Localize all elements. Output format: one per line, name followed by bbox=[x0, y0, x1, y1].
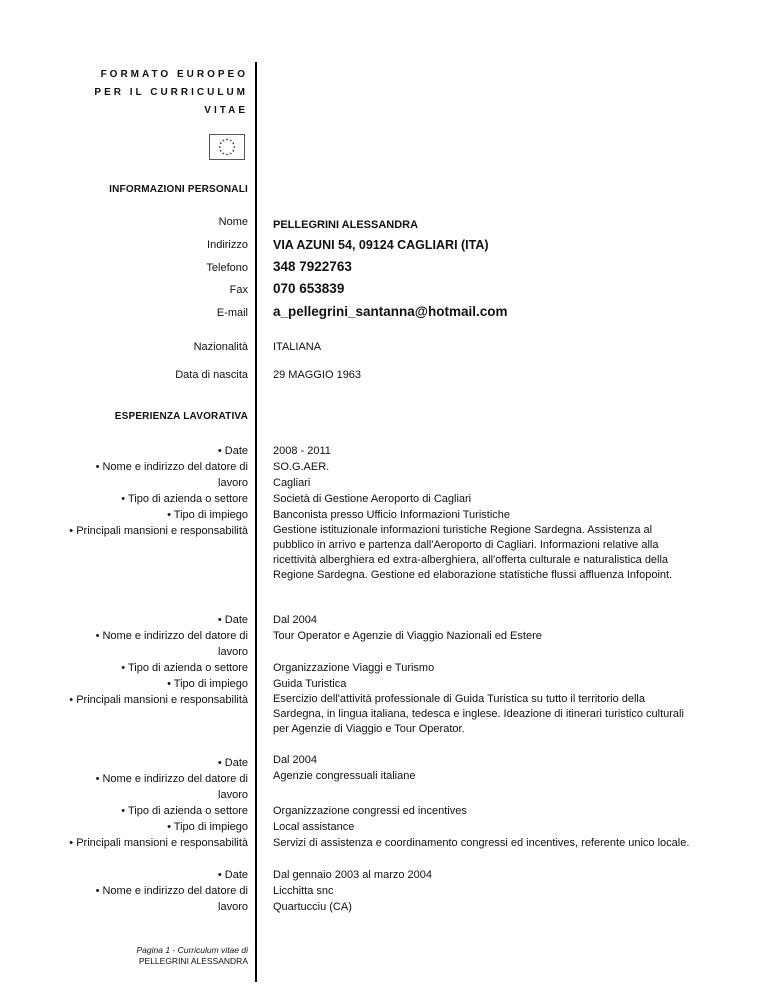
name-label: Nome bbox=[218, 216, 248, 228]
entry-3-labels bbox=[48, 755, 248, 851]
entry-date: Dal gennaio 2003 al marzo 2004 bbox=[273, 869, 433, 881]
sector-label: • Tipo di azienda o settore bbox=[121, 805, 248, 817]
email-label: E-mail bbox=[216, 307, 248, 319]
footer-name: PELLEGRINI ALESSANDRA bbox=[138, 956, 248, 966]
date-label: • Date bbox=[217, 614, 248, 626]
date-label: • Date bbox=[217, 869, 248, 881]
duties-label: • Principali mansioni e responsabilità bbox=[69, 837, 248, 849]
entry-1-labels bbox=[48, 443, 248, 539]
date-label: • Date bbox=[217, 445, 248, 457]
fax-value: 070 653839 bbox=[273, 281, 345, 296]
title-line-2: PER IL CURRICULUM bbox=[94, 87, 248, 98]
phone-label: Telefono bbox=[206, 262, 248, 274]
personal-info-heading: INFORMAZIONI PERSONALI bbox=[109, 184, 248, 195]
entry-sector: Organizzazione congressi ed incentives bbox=[273, 805, 467, 817]
cv-title bbox=[94, 66, 248, 120]
eu-stars-icon bbox=[210, 135, 244, 159]
name-value: PELLEGRINI ALESSANDRA bbox=[273, 219, 419, 231]
entry-sector: Organizzazione Viaggi e Turismo bbox=[273, 662, 435, 674]
entry-4-labels bbox=[48, 867, 248, 915]
email-value: a_pellegrini_santanna@hotmail.com bbox=[273, 304, 508, 319]
employer-label-cont: lavoro bbox=[218, 646, 248, 658]
job-type-label: • Tipo di impiego bbox=[167, 821, 248, 833]
employer-label-cont: lavoro bbox=[218, 477, 248, 489]
work-experience-heading: ESPERIENZA LAVORATIVA bbox=[114, 411, 248, 422]
spacer bbox=[273, 784, 693, 803]
employer-label: • Nome e indirizzo del datore di bbox=[95, 773, 248, 785]
entry-duties: Gestione istituzionale informazioni turistiche Regione Sardegna. Assistenza al pubblico in arrivo e partenza dall'Aeroporto di Cagliari. Informazioni relative alla ricettività alberghiera ed extra-alberghiera, all'offerta culturale e naturalistica della Regione Sardegna. Gestione ed elaborazione statistiche flussi affluenza Infopoint. bbox=[273, 524, 673, 581]
duties-label: • Principali mansioni e responsabilità bbox=[69, 694, 248, 706]
entry-2-labels bbox=[48, 612, 248, 708]
spacer bbox=[273, 644, 693, 660]
entry-sector: Società di Gestione Aeroporto di Cagliari bbox=[273, 493, 472, 505]
entry-employer: Agenzie congressuali italiane bbox=[273, 770, 416, 782]
employer-label: • Nome e indirizzo del datore di bbox=[95, 630, 248, 642]
duties-label: • Principali mansioni e responsabilità bbox=[69, 525, 248, 537]
sector-label: • Tipo di azienda o settore bbox=[121, 493, 248, 505]
title-line-1: FORMATO EUROPEO bbox=[100, 69, 248, 80]
birthdate-value: 29 MAGGIO 1963 bbox=[273, 369, 362, 381]
employer-label-cont: lavoro bbox=[218, 901, 248, 913]
entry-employer: SO.G.AER. bbox=[273, 461, 330, 473]
entry-job-type: Guida Turistica bbox=[273, 678, 347, 690]
job-type-label: • Tipo di impiego bbox=[167, 678, 248, 690]
page-footer bbox=[137, 945, 249, 967]
entry-date: Dal 2004 bbox=[273, 754, 318, 766]
entry-3-values bbox=[273, 752, 693, 851]
entry-2-values bbox=[273, 612, 693, 737]
title-line-3: VITAE bbox=[204, 105, 248, 116]
nationality-value: ITALIANA bbox=[273, 341, 322, 353]
fax-label: Fax bbox=[229, 284, 248, 296]
job-type-label: • Tipo di impiego bbox=[167, 509, 248, 521]
entry-job-type: Local assistance bbox=[273, 821, 355, 833]
entry-date: 2008 - 2011 bbox=[273, 445, 331, 457]
birthdate-label: Data di nascita bbox=[175, 369, 248, 381]
footer-page-label: Pagina 1 - Curriculum vitae di bbox=[136, 945, 248, 955]
entry-employer: Licchitta snc bbox=[273, 885, 334, 897]
entry-4-values bbox=[273, 867, 693, 915]
address-value: VIA AZUNI 54, 09124 CAGLIARI (ITA) bbox=[273, 238, 489, 252]
entry-employer-address: Cagliari bbox=[273, 477, 311, 489]
nationality-label: Nazionalità bbox=[193, 341, 248, 353]
entry-date: Dal 2004 bbox=[273, 614, 318, 626]
entry-duties: Servizi di assistenza e coordinamento congressi ed incentives, referente unico locale. bbox=[273, 837, 690, 849]
phone-value: 348 7922763 bbox=[273, 259, 352, 274]
employer-label: • Nome e indirizzo del datore di bbox=[95, 885, 248, 897]
employer-label-cont: lavoro bbox=[218, 789, 248, 801]
entry-employer-address: Quartucciu (CA) bbox=[273, 901, 352, 913]
date-label: • Date bbox=[217, 757, 248, 769]
address-label: Indirizzo bbox=[207, 239, 248, 251]
vertical-divider bbox=[255, 62, 257, 982]
entry-employer: Tour Operator e Agenzie di Viaggio Nazionali ed Estere bbox=[273, 630, 542, 642]
entry-1-values bbox=[273, 443, 693, 583]
employer-label: • Nome e indirizzo del datore di bbox=[95, 461, 248, 473]
entry-job-type: Banconista presso Ufficio Informazioni Turistiche bbox=[273, 509, 511, 521]
entry-duties: Esercizio dell'attività professionale di Guida Turistica su tutto il territorio della Sardegna, in lingua italiana, tedesca e inglese. Ideazione di itinerari turistico culturali per Agenzie di Viaggio e Tour Operator. bbox=[273, 693, 684, 735]
eu-flag-logo bbox=[209, 134, 245, 160]
sector-label: • Tipo di azienda o settore bbox=[121, 662, 248, 674]
